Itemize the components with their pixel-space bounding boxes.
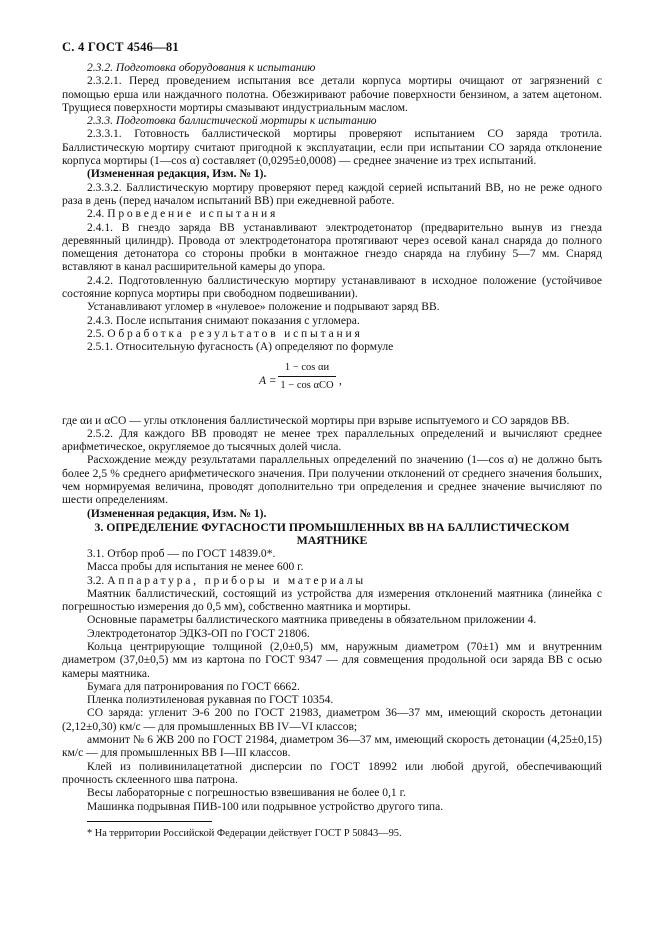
formula (62, 361, 602, 409)
paragraph: 2.5.1. Относительную фугасность (A) определяют по формуле (87, 341, 394, 354)
paragraph: Масса пробы для испытания не менее 600 г. (87, 561, 304, 574)
paragraph: Маятник баллистический, состоящий из устройства для измерения отклонений маятника (линейка с погрешностью измерения до 0,5 мм), собственно маятника и мортиры. (62, 587, 602, 614)
section-title: Проведение испытания (107, 208, 279, 221)
amendment-note: (Измененная редакция, Изм. № 1). (87, 168, 267, 181)
section-number: 2.5. (87, 327, 105, 340)
paragraph: Электродетонатор ЭДКЗ-ОП по ГОСТ 21806. (87, 627, 310, 640)
paragraph: 2.3.3.2. Баллистическую мортиру проверяют перед каждой серией испытаний ВВ, но не реже одного раза в день (перед началом испытаний ВВ) при ежедневной работе. (62, 181, 602, 207)
paragraph: Клей из поливинилацетатной дисперсии по ГОСТ 18992 или любой другой, обеспечивающий прочность склеенного шва патрона. (62, 760, 602, 786)
formula-numerator: 1 − cos αи (284, 361, 330, 373)
section-title: Обработка результатов испытания (107, 327, 363, 340)
section-3-heading: 3. ОПРЕДЕЛЕНИЕ ФУГАСНОСТИ ПРОМЫШЛЕННЫХ ВВ НА БАЛЛИСТИЧЕСКОМ МАЯТНИКЕ (94, 519, 570, 548)
section-heading-spaced (62, 208, 602, 221)
paragraph: 2.4.1. В гнездо заряда ВВ устанавливают электродетонатор (предварительно вынув из гнезда деревянный цилиндр). Провода от электродетонатора протягивают через осевой канал снаряда до полного помещения детонатора со стороны пробки в монтажное гнездо снаряда на глубину 5—7 мм. Снаряд вставляют в канал расширительной камеры до упора. (62, 221, 602, 274)
formula-fraction (278, 361, 336, 393)
formula-lhs: A = (259, 374, 277, 387)
paragraph: Машинка подрывная ПИВ-100 или подрывное устройство другого типа. (87, 800, 444, 813)
paragraph: 2.5.2. Для каждого ВВ проводят не менее трех параллельных определений и вычисляют среднее арифметическое, округляемое до тысячных долей числа. (62, 427, 602, 454)
page-header: С. 4 ГОСТ 4546—81 (62, 40, 179, 54)
document-body (62, 62, 602, 840)
footnote-divider (87, 821, 212, 822)
amendment-note: (Измененная редакция, Изм. № 1). (87, 507, 267, 520)
section-heading-spaced (62, 575, 602, 588)
paragraph: Основные параметры баллистического маятника приведены в обязательном приложении 4. (87, 614, 537, 627)
subsection-title: 2.3.2. Подготовка оборудования к испытанию (87, 62, 316, 74)
paragraph: 3.1. Отбор проб — по ГОСТ 14839.0*. (87, 547, 276, 560)
paragraph: 2.3.2.1. Перед проведением испытания все детали корпуса мортиры очищают от загрязнений с помощью ерша или наждачного полотна. Обезжиривают рабочие поверхности бензином, а затем ацетоном. Трущиеся поверхности мортиры смазывают индустриальным маслом. (62, 75, 602, 114)
formula-denominator: 1 − cos αCO (280, 379, 334, 391)
paragraph: аммонит № 6 ЖВ 200 по ГОСТ 21984, диаметром 36—37 мм, имеющий скорость детонации (4,25±0,15) км/с — для промышленных ВВ I—III классов. (62, 734, 602, 760)
paragraph: 2.4.2. Подготовленную баллистическую мортиру устанавливают в исходное положение (устойчивое состояние корпуса мортиры при свободном подвешивании). (62, 274, 602, 301)
paragraph: Устанавливают угломер в «нулевое» положение и подрывают заряд ВВ. (87, 301, 440, 314)
paragraph: Расхождение между результатами параллельных определений по значению (1—cos α) не должно быть более 2,5 % среднего арифметического значения. При получении отклонений от среднего значения больших, чем нормируемая величина, проводят дополнительно три определения и среднее значение вычисляют по шести определениям. (62, 454, 602, 507)
paragraph: Весы лабораторные с погрешностью взвешивания не более 0,1 г. (87, 787, 406, 800)
paragraph: Пленка полиэтиленовая рукавная по ГОСТ 10354. (87, 694, 334, 707)
footnote: * На территории Российской Федерации действует ГОСТ Р 50843—95. (87, 827, 402, 839)
paragraph: 2.4.3. После испытания снимают показания с угломера. (87, 314, 360, 327)
section-heading-spaced (62, 328, 602, 341)
formula-comma: , (339, 374, 342, 387)
paragraph: Кольца центрирующие толщиной (2,0±0,5) мм, наружным диаметром (70±1) мм и внутренним диаметром (37,0±0,5) мм из картона по ГОСТ 9347 — для совмещения продольной оси заряда ВВ с осью камеры маятника. (62, 640, 602, 680)
section-number: 3.2. (87, 574, 105, 587)
paragraph: 2.3.3.1. Готовность баллистической мортиры проверяют испытанием СО заряда тротила. Баллистическую мортиру считают пригодной к эксплуатации, если при испытании СО заряда отклонение корпуса мортиры (1—cos α) составляет (0,0295±0,0008) — среднее значение из трех испытаний. (62, 128, 602, 168)
fraction-bar (278, 376, 336, 377)
subsection-title: 2.3.3. Подготовка баллистической мортиры к испытанию (87, 115, 377, 128)
paragraph: Бумага для патронирования по ГОСТ 6662. (87, 680, 300, 693)
paragraph: где αи и αCO — углы отклонения баллистической мортиры при взрыве испытуемого и СО зарядов ВВ. (62, 414, 570, 427)
paragraph: СО заряда: углeнит Э-6 200 по ГОСТ 21983, диаметром 36—37 мм, имеющий скорость детонации (2,12±0,30) км/с — для промышленных ВВ IV—VI классов; (62, 707, 602, 733)
section-title: Аппаратура, приборы и материалы (107, 574, 366, 587)
section-number: 2.4. (87, 208, 105, 221)
